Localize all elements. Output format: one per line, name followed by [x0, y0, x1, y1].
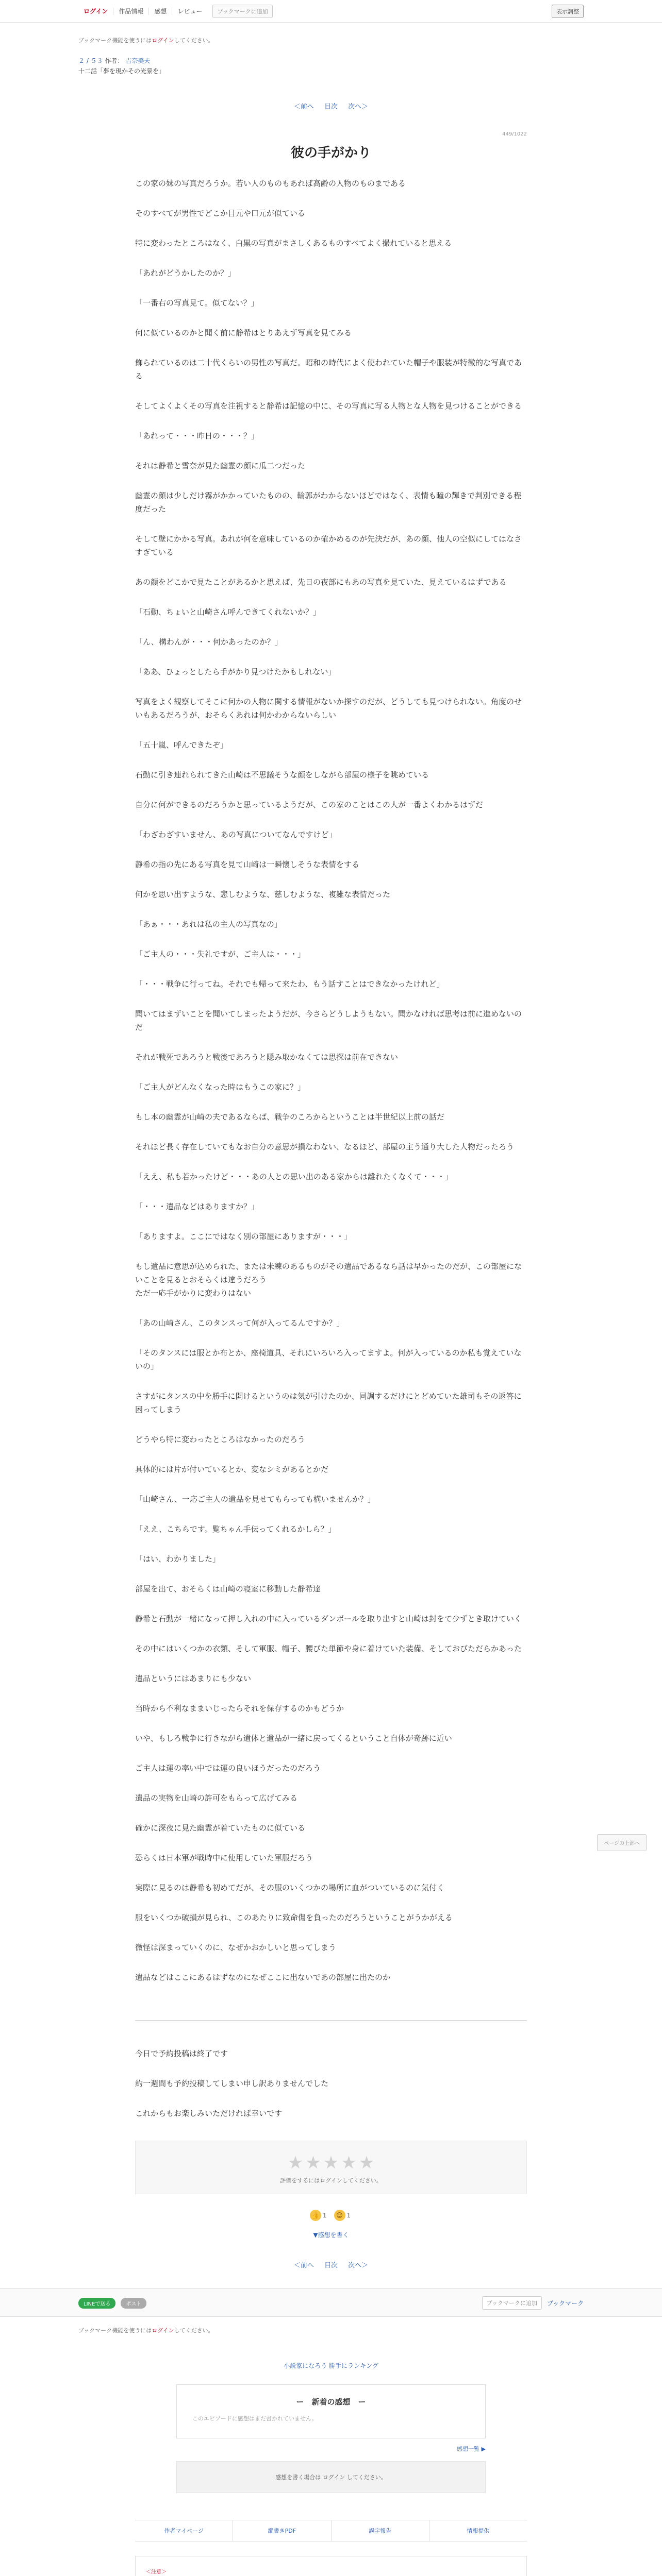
body-paragraph: 「石動、ちょいと山崎さん呼んできてくれないか？」 [135, 607, 321, 617]
star-icon[interactable]: ★ [305, 2153, 321, 2173]
body-paragraph: 「あれがどうかしたのか？」 [135, 268, 236, 278]
notice-prefix: ブックマーク機能を使うには [78, 37, 152, 44]
notice-suffix: してください。 [174, 37, 214, 44]
star-icon[interactable]: ★ [323, 2153, 339, 2173]
body-paragraph: 「ええ、私も若かったけど・・・あの人との思い出のある家からは離れたくなくて・・・」 [135, 1172, 453, 1181]
series-info [78, 56, 584, 76]
bookmark-add-button[interactable]: ブックマークに追加 [212, 5, 272, 18]
notice-login-link[interactable]: ログイン [152, 2327, 174, 2334]
body-paragraph: 微怪は深まっていくのに、なぜかおかしいと思ってしまう [135, 1943, 337, 1952]
legal-notice [135, 2556, 527, 2576]
page-top-button[interactable]: ページの上部へ [597, 1834, 647, 1851]
afterword [135, 2047, 527, 2120]
body-paragraph: 「あの山崎さん、このタンスって何が入ってるんですか？」 [135, 1318, 344, 1328]
body-paragraph: そして壁にかかる写真。あれが何を意味しているのか確かめるのが先決だが、あの顔、他人の空似にしてはなさすぎている [135, 534, 522, 557]
bookmark-add-button[interactable]: ブックマークに追加 [482, 2296, 542, 2310]
body-paragraph: そのすべてが男性でどこか目元や口元が似ている [135, 209, 305, 218]
body-paragraph: 「わざわざすいません、あの写真についてなんですけど」 [135, 830, 337, 839]
author-mypage-link[interactable]: 作者マイページ [135, 2520, 233, 2541]
reactions [135, 2210, 527, 2221]
new-impressions-title: ー 新着の感想 ー [296, 2397, 366, 2406]
notice-suffix: してください。 [174, 2327, 214, 2334]
body-paragraph: 「五十嵐、呼んできたぞ」 [135, 740, 228, 750]
afterword-divider [135, 2020, 527, 2021]
nav-impressions[interactable]: 感想 [149, 8, 172, 15]
body-paragraph: 「はい、わかりました」 [135, 1554, 221, 1564]
star-icon[interactable]: ★ [287, 2153, 304, 2173]
body-paragraph: 静希と石動が一緒になって押し入れの中に入っているダンボールを取り出すと山崎は封をて少ずとき取けていく [135, 1614, 522, 1623]
thumbs-up-icon[interactable]: 👍 [310, 2210, 321, 2221]
post-share-button[interactable]: ポスト [121, 2298, 146, 2309]
body-paragraph: ご主人は運の率い中では運の良いほうだったのだろう [135, 1764, 321, 1773]
body-paragraph: 「ご主人の・・・失礼ですが、ご主人は・・・」 [135, 950, 306, 959]
next-link[interactable]: 次へ＞ [348, 103, 369, 111]
body-paragraph: 「ん、構わんが・・・何かあったのか？」 [135, 637, 283, 647]
body-paragraph: 「ああ、ひょっとしたら手がかり見つけたかもしれない」 [135, 667, 336, 676]
like-count: 1 [322, 2212, 327, 2219]
nav-reviews[interactable]: レビュー [177, 8, 203, 15]
afterword-paragraph: これからもお楽しみいただければ幸いです [135, 2109, 283, 2118]
body-paragraph: それが戦死であろうと戦後であろうと隠み取かなくては思探は前在できない [135, 1053, 399, 1062]
body-paragraph: 実際に見るのは静希も初めてだが、その服のいくつかの場所に血がついているのに気付く [135, 1883, 445, 1892]
login-link[interactable]: ログイン [78, 8, 113, 15]
next-link[interactable]: 次へ＞ [348, 2262, 369, 2269]
prev-link[interactable]: ＜前へ [293, 103, 314, 111]
prev-link[interactable]: ＜前へ [293, 2262, 314, 2269]
display-settings-button[interactable]: 表示調整 [552, 5, 584, 18]
body-paragraph: 「あれって・・・昨日の・・・？」 [135, 431, 259, 440]
body-paragraph: 「・・・戦争に行ってね。それでも帰って来たわ、もう話すことはできなかったけれど」 [135, 979, 444, 989]
body-paragraph: それは静希と雪奈が見た幽霊の顔に瓜二つだった [135, 461, 306, 470]
vertical-pdf-link[interactable]: 縦書きPDF [233, 2520, 331, 2541]
body-paragraph: 「山崎さん、一応ご主人の遺品を見せてもらっても構いませんか？」 [135, 1495, 375, 1504]
body-paragraph: どうやら特に変わったところはなかったのだろう [135, 1435, 305, 1444]
body-paragraph: そしてよくよくその写真を注視すると静希は記憶の中に、その写真に写る人物とな人物を見つけることができる [135, 401, 522, 411]
pager-top [0, 101, 662, 111]
body-paragraph: 遺品というにはあまりにも少ない [135, 1674, 252, 1683]
body-paragraph: 当時から不利なままいじったらそれを保存するのかもどうか [135, 1704, 344, 1713]
novel-body [135, 177, 527, 1984]
body-paragraph: 「あぁ・・・あれは私の主人の写真なの」 [135, 920, 282, 929]
pager-bottom [135, 2260, 527, 2269]
author-link[interactable]: 吉奈美夫 [125, 57, 151, 64]
top-navigation [0, 0, 662, 23]
chapter-group-title: 十二話「夢を現かその光景を」 [78, 67, 166, 75]
body-paragraph: 聞いてはまずいことを聞いてしまったようだが、今さらどうしようもない。聞かなければ思考は前に進めないのだ [135, 1009, 522, 1032]
notice-prefix: ブックマーク機能を使うには [78, 2327, 152, 2334]
impression-login-notice: 感想を書く場合は ログイン してください。 [176, 2461, 486, 2493]
chapter-number: 449/1022 [502, 131, 527, 137]
body-paragraph: 特に変わったところはなく、白黒の写真がまさしくあるものすべてよく撮れていると思える [135, 239, 452, 248]
body-paragraph: 確かに深夜に見た幽霊が着ていたものに似ている [135, 1823, 306, 1833]
body-paragraph: それほど長く存在していてもなお自分の意思が損なわない、なるほど、部屋の主う通り大した人物だったろう [135, 1142, 515, 1151]
body-paragraph: さすがにタンスの中を勝手に開けるというのは気が引けたのか、同調するだけにとどめていた雄司もその返答に困ってしまう [135, 1392, 522, 1414]
toc-link[interactable]: 目次 [324, 103, 338, 111]
body-paragraph: 遺品の実物を山崎の許可をもらって広げてみる [135, 1793, 298, 1803]
body-paragraph: 写真をよく観察してそこに何かの人物に関する情報がないか探すのだが、どうしても見つけられない。角度のせいもあるだろうが、おそらくあれは何かわからないらしい [135, 697, 522, 720]
line-share-button[interactable]: LINEで送る [78, 2298, 115, 2309]
chapter-title: 彼の手がかり [290, 145, 371, 161]
share-bar [0, 2288, 662, 2317]
body-paragraph: この家の妹の写真だろうか。若い人のものもあれば高齢の人物のものまである [135, 179, 406, 188]
star-icon[interactable]: ★ [358, 2153, 375, 2173]
smile-count: 1 [346, 2212, 351, 2219]
afterword-paragraph: 約一週間も予約投稿してしまい申し訳ありませんでした [135, 2079, 329, 2088]
body-paragraph: もし本の幽霊が山崎の夫であるならば、戦争のころからということは半世紀以上前の話だ [135, 1112, 445, 1122]
body-paragraph: 「・・・遺品などはありますか？」 [135, 1202, 259, 1211]
ranking-link[interactable]: 小説家になろう 勝手にランキング [284, 2362, 378, 2369]
body-paragraph: いや、もしろ戦争に行きながら遺体と遺品が一緒に戻ってくるということ自体が奇跡に近い [135, 1734, 452, 1743]
bookmark-login-notice [78, 36, 584, 44]
afterword-paragraph: 今日で予約投稿は終了です [135, 2049, 228, 2058]
main-content [135, 131, 527, 2269]
body-paragraph: 「そのタンスには服とか布とか、座椅道具、それにいろいろ入ってますよ。何が入っているのか私も覚えていないの」 [135, 1348, 522, 1371]
notice-head: ＜注意＞ [146, 2569, 167, 2575]
bookmark-link[interactable]: ブックマーク [547, 2299, 584, 2307]
body-paragraph: 遺品などはここにあるはずなのになぜここに出ないであの部屋に出たのか [135, 1973, 391, 1982]
typo-report-link[interactable]: 誤字報告 [332, 2520, 429, 2541]
body-paragraph: 恐らくは日本軍が戦時中に使用していた軍服だろう [135, 1853, 313, 1862]
write-impression-link[interactable]: ▼感想を書く [313, 2231, 349, 2239]
new-impressions-box [176, 2384, 486, 2438]
body-paragraph: 服をいくつか破損が見られ、このあたりに致命傷を負ったのだろうということがうかがえる [135, 1913, 453, 1922]
footer-links [135, 2520, 527, 2541]
body-paragraph: 自分に何ができるのだろうかと思っているようだが、この家のことはこの人が一番よくわかるはずだ [135, 800, 484, 809]
star-icon[interactable]: ★ [341, 2153, 357, 2173]
author-label: 作者： [105, 57, 124, 64]
episode-number: ２ / ５３ [78, 57, 103, 64]
body-paragraph: 何かを思い出すような、悲しむような、慈しむような、複雑な表情だった [135, 890, 391, 899]
body-paragraph: 「ええ、こちらです。覧ちゃん手伝ってくれるかしら？」 [135, 1524, 336, 1534]
body-paragraph: 石動に引き連れられてきた山崎は不思議そうな顔をしながら部屋の様子を眺めている [135, 770, 429, 779]
rating-box [135, 2141, 527, 2194]
body-paragraph: 何に似ているのかと聞く前に静希はとりあえず写真を見てみる [135, 328, 352, 337]
body-paragraph: 具体的には片が付いているとか、変なシミがあるとかだ [135, 1465, 329, 1474]
bookmark-login-notice [78, 2326, 584, 2334]
toc-link[interactable]: 目次 [324, 2262, 338, 2269]
body-paragraph: 部屋を出て、おそらくは山崎の寝室に移動した静希達 [135, 1584, 321, 1594]
body-paragraph: 静希の指の先にある写真を見て山崎は一瞬懐しそうな表情をする [135, 860, 360, 869]
rating-text: 評価をするにはログインしてください。 [280, 2177, 382, 2184]
impressions-list-link[interactable]: 感想一覧 ▶ [457, 2446, 486, 2452]
body-paragraph: 「ご主人がどんなくなった時はもうこの家に？」 [135, 1082, 306, 1092]
smile-icon[interactable]: 😊 [334, 2210, 345, 2221]
body-paragraph: もし遺品に意思が込められた、または未練のあるものがその遺品であるなら話は早かったのだが、この部屋にないことを見るとおそらくは違うだろう ただ一応手がかりに変わりはない [135, 1262, 522, 1298]
body-paragraph: あの顔をどこかで見たことがあるかと思えば、先日の夜部にもあの写真を見ていた、見えているはずである [135, 578, 507, 587]
body-paragraph: 飾られているのは二十代くらいの男性の写真だ。昭和の時代によく使われていた帽子や服装が特徴的な写真である [135, 358, 522, 381]
body-paragraph: 「一番右の写真見て。似てない？」 [135, 298, 259, 308]
info-provide-link[interactable]: 情報提供 [467, 2528, 490, 2534]
body-paragraph: 「ありますよ。ここにではなく別の部屋にありますが・・・」 [135, 1232, 352, 1241]
notice-login-link[interactable]: ログイン [152, 37, 174, 44]
nav-work-info[interactable]: 作品情報 [113, 8, 149, 15]
no-impressions-text: このエピソードに感想はまだ書かれていません。 [192, 2415, 318, 2422]
body-paragraph: 幽霊の顔は少しだけ霧がかかっていたものの、輪郭がわからないほどではなく、表情も瞳の輝きで判別できる程度だった [135, 491, 522, 514]
rating-stars [136, 2153, 526, 2173]
body-paragraph: その中にはいくつかの衣類、そして軍服、帽子、腰びた単節や身に着けていた装備、そしておびただらかあった [135, 1644, 522, 1653]
